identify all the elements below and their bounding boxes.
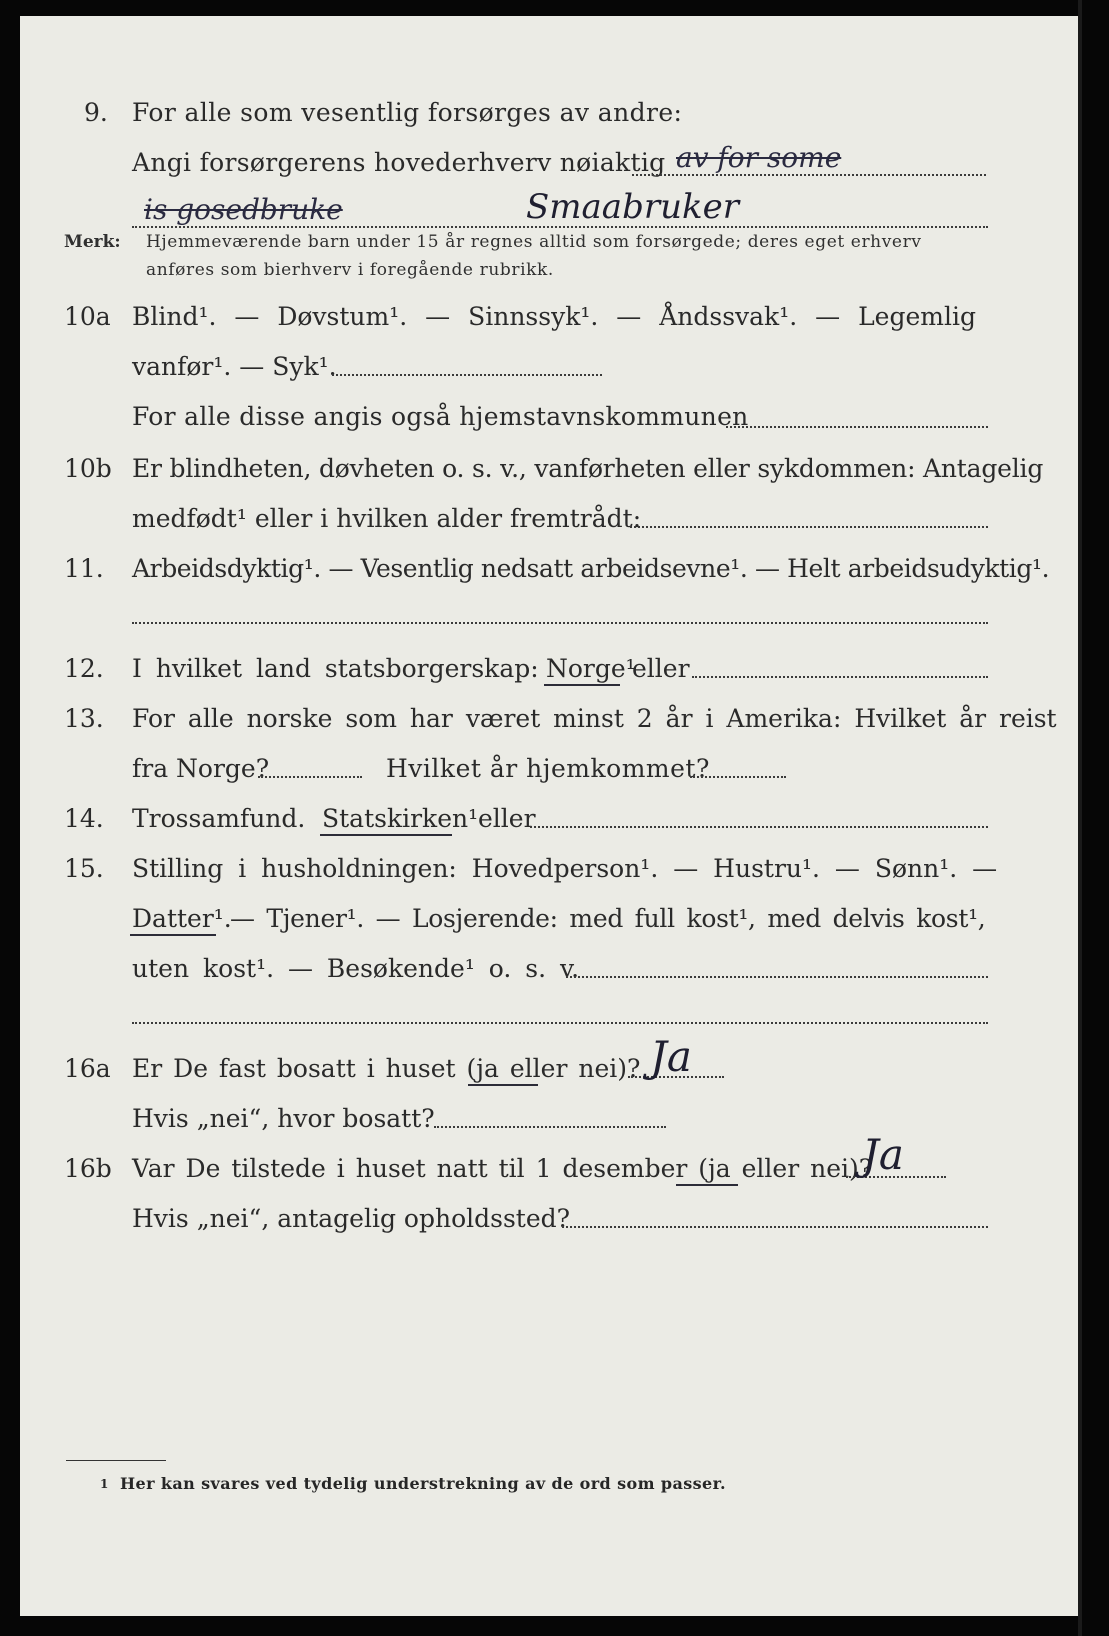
- footnote-text: Her kan svares ved tydelig understrekning av de ord som passer.: [120, 1474, 726, 1493]
- q16a-line2: Hvis „nei“, hvor bosatt?: [132, 1104, 435, 1133]
- q13-line2a: fra Norge?: [132, 754, 270, 783]
- footnote-mark: 1: [100, 1477, 109, 1491]
- q9-line1: For alle som vesentlig forsørges av andre:: [132, 98, 683, 127]
- q16a-answer: Ja: [650, 1032, 692, 1081]
- q10b-number: 10b: [64, 454, 112, 483]
- q15-number: 15.: [64, 854, 104, 883]
- q16b-number: 16b: [64, 1154, 112, 1183]
- q16a-number: 16a: [64, 1054, 111, 1083]
- q14-fill-line: [530, 826, 988, 828]
- q10a-line3: For alle disse angis også hjemstavnskommunen: [132, 402, 749, 431]
- q16b-line1: Var De tilstede i huset natt til 1 desember (ja eller nei)?: [132, 1154, 873, 1183]
- q14-rest: eller: [478, 804, 536, 833]
- q15-fill-line-1: [566, 976, 988, 978]
- q10a-fill-line-1: [332, 374, 602, 376]
- merk-label: Merk:: [64, 232, 121, 252]
- q12-option-underline: [544, 684, 620, 686]
- q11-fill-line: [132, 622, 988, 624]
- q14-option-statskirken: Statskirken¹: [322, 804, 479, 833]
- q12-fill-line: [692, 676, 988, 678]
- q13-number: 13.: [64, 704, 104, 733]
- q9-fill-line-1: [632, 174, 986, 176]
- q16b-fill-line-2: [562, 1226, 988, 1228]
- q9-answer: Smaabruker: [526, 187, 739, 227]
- q14-label: Trossamfund.: [132, 804, 306, 833]
- q15-line3: uten kost¹. — Besøkende¹ o. s. v.: [132, 954, 580, 983]
- q16b-answer: Ja: [862, 1130, 904, 1179]
- q9-answer-struck-1: av for some: [676, 141, 842, 174]
- q10b-fill-line: [630, 526, 988, 528]
- q9-fill-line-2: [132, 226, 988, 228]
- q16a-line1: Er De fast bosatt i huset (ja eller nei)?: [132, 1054, 641, 1083]
- q10a-fill-line-2: [726, 426, 988, 428]
- q10b-line2: medfødt¹ eller i hvilken alder fremtrådt:: [132, 504, 642, 533]
- q13-fill-line-1: [258, 776, 362, 778]
- q12-option-norge: Norge¹: [546, 654, 636, 683]
- q12-number: 12.: [64, 654, 104, 683]
- q15-option-underline: [130, 934, 216, 936]
- q9-answer-struck-2: is gosedbruke: [144, 193, 343, 226]
- q14-number: 14.: [64, 804, 104, 833]
- q10b-line1: Er blindheten, døvheten o. s. v., vanførheten eller sykdommen: Antagelig: [132, 454, 1044, 483]
- q15-option-datter: Datter¹.: [132, 904, 232, 933]
- page-edge-shadow: [1078, 0, 1082, 1636]
- q10a-number: 10a: [64, 302, 111, 331]
- q10a-line1: Blind¹. — Døvstum¹. — Sinnssyk¹. — Åndssvak¹. — Legemlig: [132, 302, 976, 331]
- census-form-page: [20, 16, 1078, 1616]
- q11-line1: Arbeidsdyktig¹. — Vesentlig nedsatt arbeidsevne¹. — Helt arbeidsudyktig¹.: [132, 554, 1050, 583]
- q13-fill-line-2: [690, 776, 786, 778]
- q15-line2-rest: — Tjener¹. — Losjerende: med full kost¹, med delvis kost¹,: [230, 904, 986, 933]
- footnote-rule: [66, 1460, 166, 1461]
- q9-line2: Angi forsørgerens hovederhverv nøiaktig: [132, 148, 666, 177]
- q13-line2b: Hvilket år hjemkommet?: [386, 754, 710, 783]
- q9-number: 9.: [84, 98, 108, 127]
- merk-line1: Hjemmeværende barn under 15 år regnes alltid som forsørgede; deres eget erhverv: [146, 232, 922, 252]
- q12-label: I hvilket land statsborgerskap:: [132, 654, 539, 683]
- q16a-ja-underline: [468, 1084, 538, 1086]
- q16b-ja-underline: [676, 1184, 738, 1186]
- q14-option-underline: [320, 834, 452, 836]
- q11-number: 11.: [64, 554, 104, 583]
- q16b-line2: Hvis „nei“, antagelig opholdssted?: [132, 1204, 571, 1233]
- q12-rest: eller: [632, 654, 690, 683]
- q16a-fill-line-2: [434, 1126, 666, 1128]
- q15-line1: Stilling i husholdningen: Hovedperson¹. — Hustru¹. — Sønn¹. —: [132, 854, 998, 883]
- q15-fill-line-2: [132, 1022, 988, 1024]
- q13-line1: For alle norske som har været minst 2 år i Amerika: Hvilket år reist: [132, 704, 1057, 733]
- q10a-line2: vanfør¹. — Syk¹.: [132, 352, 337, 381]
- merk-line2: anføres som bierhverv i foregående rubrikk.: [146, 260, 554, 280]
